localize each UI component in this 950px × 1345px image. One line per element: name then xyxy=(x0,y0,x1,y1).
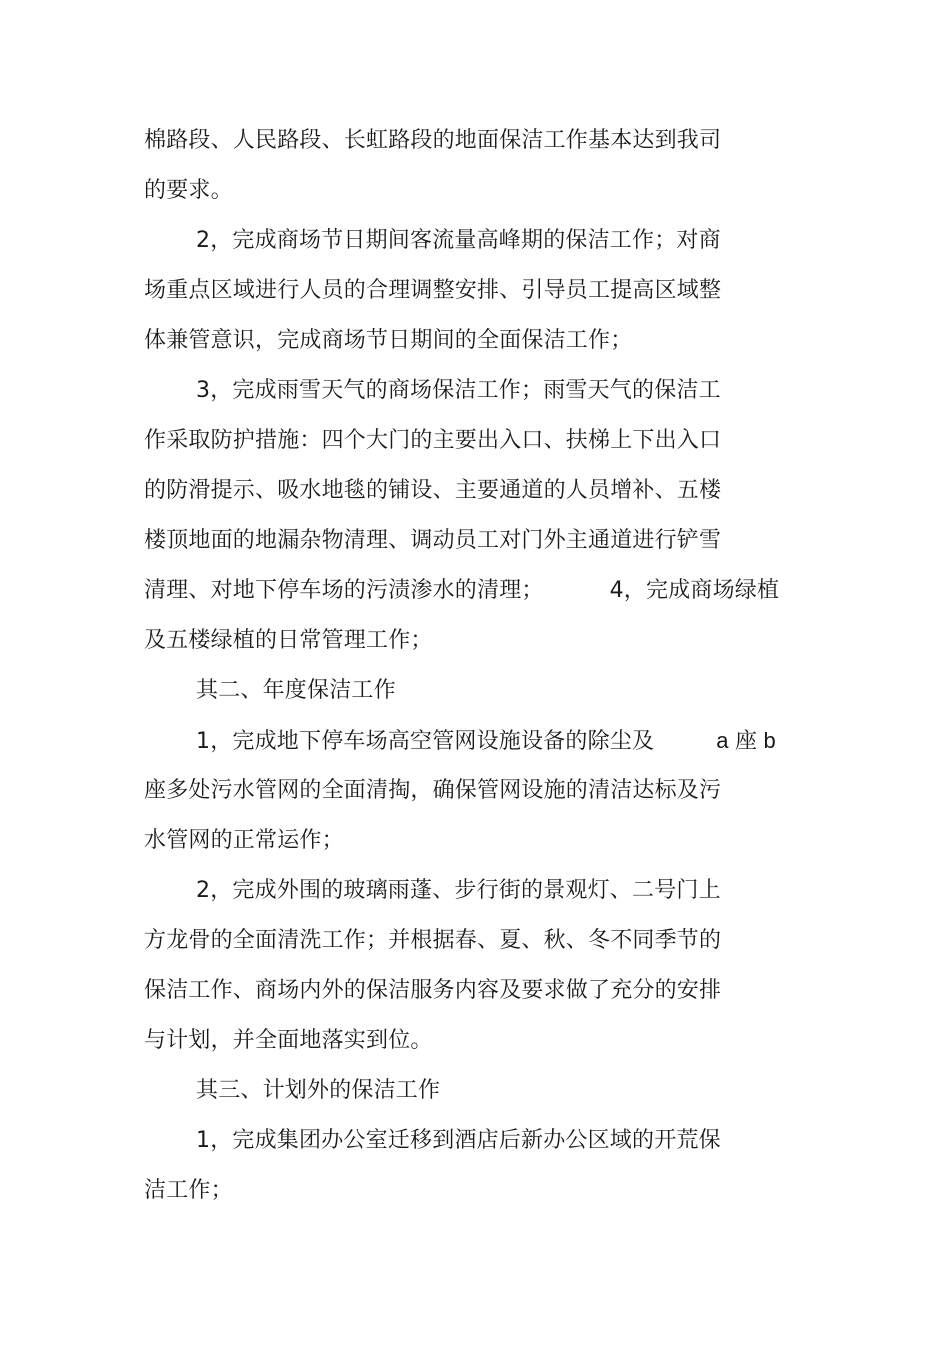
text-line-18: 保洁工作、商场内外的保洁服务内容及要求做了充分的安排 xyxy=(144,978,722,1003)
section-heading-3: 其三、计划外的保洁工作 xyxy=(196,1078,441,1103)
text-line-21: 1，完成集团办公室迁移到酒店后新办公区域的开荒保 xyxy=(196,1128,721,1153)
text-line-10-part-2: 4，完成商场绿植 xyxy=(609,578,780,603)
text-line-13-part-2: a 座 b xyxy=(716,728,776,753)
text-line-10-part-1: 清理、对地下停车场的污渍渗水的清理； xyxy=(144,578,544,603)
text-line-22: 洁工作； xyxy=(144,1178,233,1203)
text-line-16: 2，完成外围的玻璃雨蓬、步行街的景观灯、二号门上 xyxy=(196,878,721,903)
text-line-2: 的要求。 xyxy=(144,178,233,203)
text-line-4: 场重点区域进行人员的合理调整安排、引导员工提高区域整 xyxy=(144,278,722,303)
text-line-6: 3，完成雨雪天气的商场保洁工作；雨雪天气的保洁工 xyxy=(196,378,721,403)
text-line-7: 作采取防护措施：四个大门的主要出入口、扶梯上下出入口 xyxy=(144,428,722,453)
text-line-9: 楼顶地面的地漏杂物清理、调动员工对门外主通道进行铲雪 xyxy=(144,528,722,553)
text-line-10 xyxy=(144,576,779,606)
text-line-8: 的防滑提示、吸水地毯的铺设、主要通道的人员增补、五楼 xyxy=(144,478,722,503)
text-line-5: 体兼管意识，完成商场节日期间的全面保洁工作； xyxy=(144,328,633,353)
text-line-19: 与计划，并全面地落实到位。 xyxy=(144,1028,433,1053)
text-line-1: 棉路段、人民路段、长虹路段的地面保洁工作基本达到我司 xyxy=(144,128,722,153)
text-line-3: 2，完成商场节日期间客流量高峰期的保洁工作；对商 xyxy=(196,228,721,253)
text-line-13-part-1: 1，完成地下停车场高空管网设施设备的除尘及 xyxy=(196,729,655,754)
section-heading-2: 其二、年度保洁工作 xyxy=(196,678,396,703)
text-line-17: 方龙骨的全面清洗工作；并根据春、夏、秋、冬不同季节的 xyxy=(144,928,722,953)
text-line-15: 水管网的正常运作； xyxy=(144,828,344,853)
text-line-14: 座多处污水管网的全面清掏，确保管网设施的清洁达标及污 xyxy=(144,778,722,803)
text-line-13 xyxy=(196,726,776,757)
text-line-11: 及五楼绿植的日常管理工作； xyxy=(144,628,433,653)
